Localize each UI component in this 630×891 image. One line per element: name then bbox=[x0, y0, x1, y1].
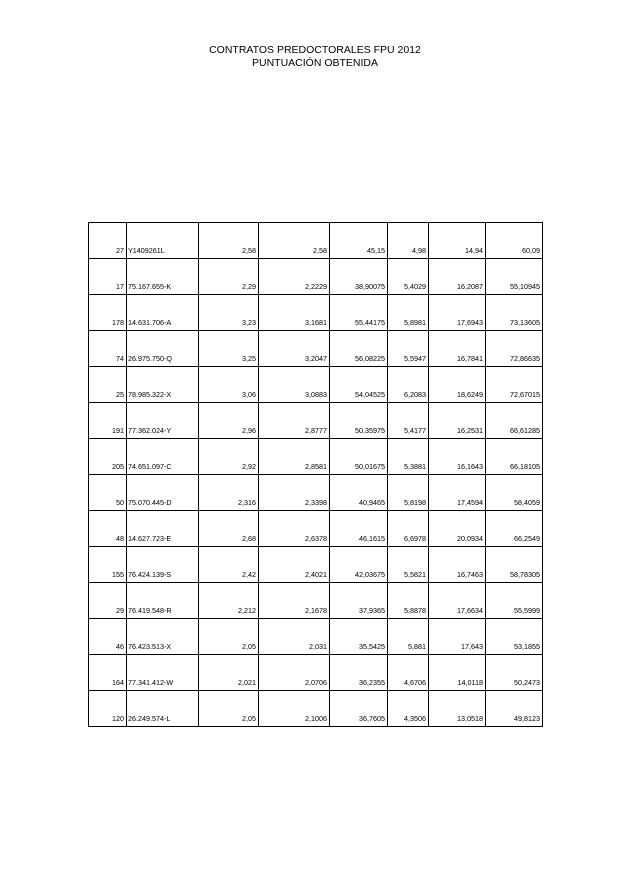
score-b-cell: 2,8581 bbox=[259, 439, 330, 475]
score-a-cell: 2,68 bbox=[199, 511, 259, 547]
score-e-cell: 20,0934 bbox=[429, 511, 486, 547]
score-c-cell: 37,9365 bbox=[330, 583, 388, 619]
scores-table-body bbox=[89, 223, 543, 727]
score-b-cell: 2,2229 bbox=[259, 259, 330, 295]
score-b-cell: 2,0706 bbox=[259, 655, 330, 691]
score-a-cell: 2,212 bbox=[199, 583, 259, 619]
score-c-cell: 50,35975 bbox=[330, 403, 388, 439]
score-b-cell: 3,2047 bbox=[259, 331, 330, 367]
total-cell: 50,2473 bbox=[486, 655, 543, 691]
total-cell: 49,8123 bbox=[486, 691, 543, 727]
order-cell: 191 bbox=[89, 403, 127, 439]
score-a-cell: 3,25 bbox=[199, 331, 259, 367]
score-e-cell: 17,6634 bbox=[429, 583, 486, 619]
score-b-cell: 2,6378 bbox=[259, 511, 330, 547]
order-cell: 46 bbox=[89, 619, 127, 655]
total-cell: 66,18105 bbox=[486, 439, 543, 475]
id-cell: 14.631.706-A bbox=[127, 295, 199, 331]
score-a-cell: 3,06 bbox=[199, 367, 259, 403]
id-cell: 26.975.750-Q bbox=[127, 331, 199, 367]
score-a-cell: 2,316 bbox=[199, 475, 259, 511]
score-c-cell: 38,90075 bbox=[330, 259, 388, 295]
total-cell: 58,4059 bbox=[486, 475, 543, 511]
id-cell: 26.249.574-L bbox=[127, 691, 199, 727]
score-a-cell: 2,42 bbox=[199, 547, 259, 583]
score-a-cell: 2,05 bbox=[199, 691, 259, 727]
score-c-cell: 42,03675 bbox=[330, 547, 388, 583]
total-cell: 55,10945 bbox=[486, 259, 543, 295]
score-e-cell: 16,2531 bbox=[429, 403, 486, 439]
id-cell: 75.167.655-K bbox=[127, 259, 199, 295]
score-b-cell: 3,0883 bbox=[259, 367, 330, 403]
score-e-cell: 17,6943 bbox=[429, 295, 486, 331]
table-row bbox=[89, 295, 543, 331]
score-b-cell: 3,1681 bbox=[259, 295, 330, 331]
score-a-cell: 2,96 bbox=[199, 403, 259, 439]
total-cell: 73,13605 bbox=[486, 295, 543, 331]
score-d-cell: 6,2083 bbox=[388, 367, 429, 403]
order-cell: 120 bbox=[89, 691, 127, 727]
score-d-cell: 5,3881 bbox=[388, 439, 429, 475]
order-cell: 50 bbox=[89, 475, 127, 511]
score-a-cell: 2,05 bbox=[199, 619, 259, 655]
id-cell: 75.070.445-D bbox=[127, 475, 199, 511]
score-a-cell: 2,58 bbox=[199, 223, 259, 259]
score-d-cell: 5,8981 bbox=[388, 295, 429, 331]
order-cell: 178 bbox=[89, 295, 127, 331]
score-d-cell: 4,6706 bbox=[388, 655, 429, 691]
id-cell: 78.985.322-X bbox=[127, 367, 199, 403]
total-cell: 66,2549 bbox=[486, 511, 543, 547]
total-cell: 55,5999 bbox=[486, 583, 543, 619]
score-c-cell: 46,1615 bbox=[330, 511, 388, 547]
score-e-cell: 17,643 bbox=[429, 619, 486, 655]
score-d-cell: 5,8878 bbox=[388, 583, 429, 619]
id-cell: 77.341.412-W bbox=[127, 655, 199, 691]
score-d-cell: 4,3506 bbox=[388, 691, 429, 727]
score-d-cell: 5,5947 bbox=[388, 331, 429, 367]
score-b-cell: 2,58 bbox=[259, 223, 330, 259]
table-row bbox=[89, 547, 543, 583]
score-b-cell: 2,4021 bbox=[259, 547, 330, 583]
score-b-cell: 2,3398 bbox=[259, 475, 330, 511]
score-d-cell: 6,6978 bbox=[388, 511, 429, 547]
document-header bbox=[0, 44, 630, 69]
score-c-cell: 56,08225 bbox=[330, 331, 388, 367]
score-b-cell: 2,1678 bbox=[259, 583, 330, 619]
id-cell: Y1409261L bbox=[127, 223, 199, 259]
total-cell: 72,86635 bbox=[486, 331, 543, 367]
id-cell: 76.424.139-S bbox=[127, 547, 199, 583]
score-d-cell: 5,8198 bbox=[388, 475, 429, 511]
table-row bbox=[89, 691, 543, 727]
order-cell: 29 bbox=[89, 583, 127, 619]
score-d-cell: 5,4177 bbox=[388, 403, 429, 439]
order-cell: 164 bbox=[89, 655, 127, 691]
score-c-cell: 35,5425 bbox=[330, 619, 388, 655]
score-d-cell: 5,4029 bbox=[388, 259, 429, 295]
document-title: CONTRATOS PREDOCTORALES FPU 2012 bbox=[209, 44, 421, 56]
score-c-cell: 40,9465 bbox=[330, 475, 388, 511]
table-row bbox=[89, 475, 543, 511]
score-e-cell: 16,1643 bbox=[429, 439, 486, 475]
score-d-cell: 4,98 bbox=[388, 223, 429, 259]
order-cell: 155 bbox=[89, 547, 127, 583]
score-a-cell: 3,23 bbox=[199, 295, 259, 331]
score-b-cell: 2,031 bbox=[259, 619, 330, 655]
table-row bbox=[89, 331, 543, 367]
score-c-cell: 36,2355 bbox=[330, 655, 388, 691]
id-cell: 76.423.513-X bbox=[127, 619, 199, 655]
id-cell: 14.627.723-E bbox=[127, 511, 199, 547]
score-a-cell: 2,92 bbox=[199, 439, 259, 475]
document-subtitle: PUNTUACIÓN OBTENIDA bbox=[251, 56, 378, 69]
total-cell: 72,67015 bbox=[486, 367, 543, 403]
score-d-cell: 5,5821 bbox=[388, 547, 429, 583]
total-cell: 66,61285 bbox=[486, 403, 543, 439]
score-b-cell: 2,1006 bbox=[259, 691, 330, 727]
id-cell: 74.651.097-C bbox=[127, 439, 199, 475]
score-b-cell: 2,8777 bbox=[259, 403, 330, 439]
score-a-cell: 2,021 bbox=[199, 655, 259, 691]
order-cell: 17 bbox=[89, 259, 127, 295]
id-cell: 76.419.548-R bbox=[127, 583, 199, 619]
score-e-cell: 16,2087 bbox=[429, 259, 486, 295]
score-e-cell: 18,6249 bbox=[429, 367, 486, 403]
table-row bbox=[89, 583, 543, 619]
score-e-cell: 16,7463 bbox=[429, 547, 486, 583]
table-row bbox=[89, 439, 543, 475]
score-a-cell: 2,29 bbox=[199, 259, 259, 295]
total-cell: 53,1855 bbox=[486, 619, 543, 655]
table-row bbox=[89, 367, 543, 403]
score-e-cell: 14,0118 bbox=[429, 655, 486, 691]
score-e-cell: 13,0518 bbox=[429, 691, 486, 727]
score-e-cell: 14,94 bbox=[429, 223, 486, 259]
score-c-cell: 54,04525 bbox=[330, 367, 388, 403]
table-row bbox=[89, 403, 543, 439]
order-cell: 74 bbox=[89, 331, 127, 367]
order-cell: 27 bbox=[89, 223, 127, 259]
table-row bbox=[89, 223, 543, 259]
score-c-cell: 45,15 bbox=[330, 223, 388, 259]
table-row bbox=[89, 259, 543, 295]
order-cell: 25 bbox=[89, 367, 127, 403]
score-c-cell: 36,7605 bbox=[330, 691, 388, 727]
total-cell: 60,09 bbox=[486, 223, 543, 259]
table-row bbox=[89, 655, 543, 691]
order-cell: 205 bbox=[89, 439, 127, 475]
table-row bbox=[89, 511, 543, 547]
table-row bbox=[89, 619, 543, 655]
scores-table bbox=[88, 222, 543, 727]
score-c-cell: 55,44175 bbox=[330, 295, 388, 331]
id-cell: 77.362.024-Y bbox=[127, 403, 199, 439]
score-e-cell: 17,4594 bbox=[429, 475, 486, 511]
order-cell: 48 bbox=[89, 511, 127, 547]
score-d-cell: 5,881 bbox=[388, 619, 429, 655]
score-e-cell: 16,7841 bbox=[429, 331, 486, 367]
score-c-cell: 50,01675 bbox=[330, 439, 388, 475]
total-cell: 58,78305 bbox=[486, 547, 543, 583]
